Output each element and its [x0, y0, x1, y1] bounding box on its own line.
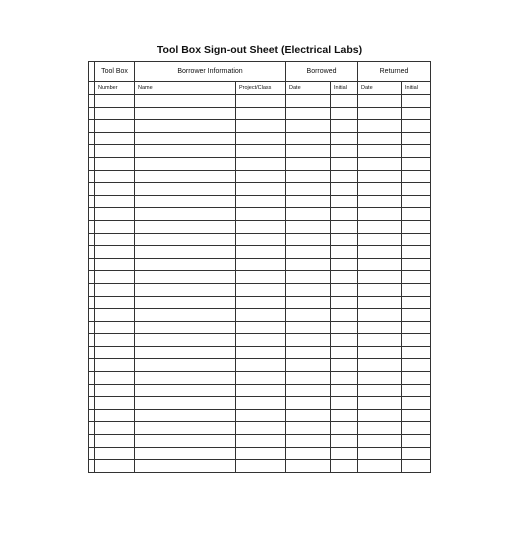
name-cell[interactable] [135, 359, 236, 372]
borrowed-date-cell[interactable] [286, 372, 331, 385]
borrowed-date-cell[interactable] [286, 246, 331, 259]
number-cell[interactable] [95, 120, 135, 133]
name-cell[interactable] [135, 233, 236, 246]
number-cell[interactable] [95, 170, 135, 183]
project-class-cell[interactable] [236, 271, 286, 284]
number-cell[interactable] [95, 95, 135, 108]
returned-initial-cell[interactable] [402, 246, 431, 259]
number-cell[interactable] [95, 246, 135, 259]
project-class-cell[interactable] [236, 208, 286, 221]
number-column-header: Number [95, 82, 135, 95]
number-cell[interactable] [95, 107, 135, 120]
table-row [89, 397, 431, 410]
borrowed-date-cell[interactable] [286, 195, 331, 208]
returned-date-cell[interactable] [358, 460, 402, 473]
table-row [89, 359, 431, 372]
name-cell[interactable] [135, 296, 236, 309]
number-cell[interactable] [95, 346, 135, 359]
number-cell[interactable] [95, 334, 135, 347]
number-cell[interactable] [95, 321, 135, 334]
number-cell[interactable] [95, 195, 135, 208]
returned-date-cell[interactable] [358, 157, 402, 170]
borrowed-initial-cell[interactable] [331, 359, 358, 372]
borrowed-initial-cell[interactable] [331, 409, 358, 422]
borrowed-date-cell[interactable] [286, 183, 331, 196]
borrowed-date-cell[interactable] [286, 170, 331, 183]
name-cell[interactable] [135, 346, 236, 359]
borrowed-initial-cell[interactable] [331, 157, 358, 170]
table-row [89, 435, 431, 448]
borrowed-date-cell[interactable] [286, 435, 331, 448]
number-cell[interactable] [95, 384, 135, 397]
returned-date-cell[interactable] [358, 397, 402, 410]
returned-header: Returned [358, 62, 431, 82]
name-cell[interactable] [135, 334, 236, 347]
returned-initial-column-header: Initial [402, 82, 431, 95]
returned-initial-cell[interactable] [402, 195, 431, 208]
project-class-cell[interactable] [236, 384, 286, 397]
column-header-row [89, 82, 431, 95]
name-cell[interactable] [135, 258, 236, 271]
sign-out-table [88, 61, 431, 473]
name-cell[interactable] [135, 422, 236, 435]
sheet-title: Tool Box Sign-out Sheet (Electrical Labs) [156, 44, 363, 56]
table-row [89, 145, 431, 158]
returned-date-cell[interactable] [358, 283, 402, 296]
returned-initial-cell[interactable] [402, 296, 431, 309]
name-cell[interactable] [135, 145, 236, 158]
returned-initial-cell[interactable] [402, 346, 431, 359]
borrowed-date-cell[interactable] [286, 120, 331, 133]
borrowed-initial-cell[interactable] [331, 460, 358, 473]
name-cell[interactable] [135, 183, 236, 196]
table-row [89, 372, 431, 385]
number-cell[interactable] [95, 145, 135, 158]
number-cell[interactable] [95, 157, 135, 170]
table-row [89, 346, 431, 359]
table-row [89, 422, 431, 435]
project-class-cell[interactable] [236, 283, 286, 296]
returned-initial-cell[interactable] [402, 95, 431, 108]
borrowed-initial-cell[interactable] [331, 258, 358, 271]
borrowed-initial-cell[interactable] [331, 321, 358, 334]
number-cell[interactable] [95, 132, 135, 145]
borrowed-date-cell[interactable] [286, 384, 331, 397]
returned-initial-cell[interactable] [402, 321, 431, 334]
returned-date-cell[interactable] [358, 183, 402, 196]
returned-date-cell[interactable] [358, 95, 402, 108]
table-row [89, 157, 431, 170]
project-class-cell[interactable] [236, 409, 286, 422]
returned-date-cell[interactable] [358, 233, 402, 246]
table-row [89, 195, 431, 208]
borrowed-initial-cell[interactable] [331, 233, 358, 246]
table-row [89, 183, 431, 196]
number-cell[interactable] [95, 220, 135, 233]
borrowed-date-cell[interactable] [286, 460, 331, 473]
name-cell[interactable] [135, 460, 236, 473]
name-cell[interactable] [135, 132, 236, 145]
project-class-cell[interactable] [236, 309, 286, 322]
table-row [89, 107, 431, 120]
borrowed-date-cell[interactable] [286, 271, 331, 284]
borrowed-initial-cell[interactable] [331, 95, 358, 108]
table-row [89, 460, 431, 473]
borrowed-date-cell[interactable] [286, 258, 331, 271]
table-row [89, 246, 431, 259]
borrowed-date-cell[interactable] [286, 296, 331, 309]
borrowed-date-column-header: Date [286, 82, 331, 95]
project-class-cell[interactable] [236, 233, 286, 246]
returned-initial-cell[interactable] [402, 170, 431, 183]
borrowed-date-cell[interactable] [286, 447, 331, 460]
returned-date-cell[interactable] [358, 346, 402, 359]
returned-date-cell[interactable] [358, 384, 402, 397]
number-cell[interactable] [95, 422, 135, 435]
number-cell[interactable] [95, 208, 135, 221]
borrowed-initial-cell[interactable] [331, 107, 358, 120]
returned-date-cell[interactable] [358, 258, 402, 271]
borrowed-initial-cell[interactable] [331, 372, 358, 385]
borrowed-initial-cell[interactable] [331, 397, 358, 410]
name-cell[interactable] [135, 120, 236, 133]
borrowed-date-cell[interactable] [286, 321, 331, 334]
number-cell[interactable] [95, 183, 135, 196]
name-cell[interactable] [135, 271, 236, 284]
borrowed-initial-cell[interactable] [331, 132, 358, 145]
project-class-cell[interactable] [236, 95, 286, 108]
returned-initial-cell[interactable] [402, 107, 431, 120]
borrowed-date-cell[interactable] [286, 157, 331, 170]
number-cell[interactable] [95, 258, 135, 271]
table-row [89, 233, 431, 246]
borrowed-initial-cell[interactable] [331, 346, 358, 359]
table-row [89, 409, 431, 422]
borrowed-initial-cell[interactable] [331, 283, 358, 296]
returned-date-cell[interactable] [358, 195, 402, 208]
returned-initial-cell[interactable] [402, 258, 431, 271]
name-cell[interactable] [135, 107, 236, 120]
table-body [89, 95, 431, 473]
returned-date-cell[interactable] [358, 359, 402, 372]
project-class-cell[interactable] [236, 246, 286, 259]
name-cell[interactable] [135, 409, 236, 422]
number-cell[interactable] [95, 233, 135, 246]
returned-date-cell[interactable] [358, 271, 402, 284]
returned-initial-cell[interactable] [402, 233, 431, 246]
borrowed-initial-cell[interactable] [331, 309, 358, 322]
project-class-cell[interactable] [236, 296, 286, 309]
borrower-info-header: Borrower Information [135, 62, 286, 82]
returned-date-cell[interactable] [358, 208, 402, 221]
returned-date-cell[interactable] [358, 422, 402, 435]
returned-date-cell[interactable] [358, 296, 402, 309]
returned-initial-cell[interactable] [402, 183, 431, 196]
returned-date-cell[interactable] [358, 170, 402, 183]
table-row [89, 384, 431, 397]
project-class-cell[interactable] [236, 372, 286, 385]
name-cell[interactable] [135, 220, 236, 233]
borrowed-initial-cell[interactable] [331, 296, 358, 309]
toolbox-header: Tool Box [95, 62, 135, 82]
returned-initial-cell[interactable] [402, 359, 431, 372]
returned-date-cell[interactable] [358, 246, 402, 259]
borrowed-date-cell[interactable] [286, 283, 331, 296]
name-cell[interactable] [135, 321, 236, 334]
project-class-cell[interactable] [236, 334, 286, 347]
borrowed-initial-cell[interactable] [331, 145, 358, 158]
returned-initial-cell[interactable] [402, 334, 431, 347]
returned-initial-cell[interactable] [402, 120, 431, 133]
number-cell[interactable] [95, 447, 135, 460]
returned-date-cell[interactable] [358, 145, 402, 158]
borrowed-initial-cell[interactable] [331, 422, 358, 435]
number-cell[interactable] [95, 296, 135, 309]
project-class-column-header: Project/Class [236, 82, 286, 95]
borrowed-initial-cell[interactable] [331, 384, 358, 397]
project-class-cell[interactable] [236, 107, 286, 120]
number-cell[interactable] [95, 397, 135, 410]
number-cell[interactable] [95, 283, 135, 296]
returned-date-cell[interactable] [358, 120, 402, 133]
name-cell[interactable] [135, 157, 236, 170]
table-row [89, 334, 431, 347]
borrowed-initial-cell[interactable] [331, 208, 358, 221]
table-row [89, 208, 431, 221]
number-cell[interactable] [95, 409, 135, 422]
name-cell[interactable] [135, 170, 236, 183]
number-cell[interactable] [95, 359, 135, 372]
returned-initial-cell[interactable] [402, 372, 431, 385]
returned-date-cell[interactable] [358, 409, 402, 422]
borrowed-initial-cell[interactable] [331, 120, 358, 133]
name-cell[interactable] [135, 309, 236, 322]
returned-initial-cell[interactable] [402, 460, 431, 473]
borrowed-header: Borrowed [286, 62, 358, 82]
project-class-cell[interactable] [236, 145, 286, 158]
returned-initial-cell[interactable] [402, 208, 431, 221]
table-row [89, 95, 431, 108]
borrowed-date-cell[interactable] [286, 95, 331, 108]
returned-initial-cell[interactable] [402, 145, 431, 158]
project-class-cell[interactable] [236, 132, 286, 145]
number-cell[interactable] [95, 309, 135, 322]
returned-initial-cell[interactable] [402, 283, 431, 296]
number-cell[interactable] [95, 271, 135, 284]
name-column-header: Name [135, 82, 236, 95]
table-row [89, 447, 431, 460]
borrowed-date-cell[interactable] [286, 334, 331, 347]
project-class-cell[interactable] [236, 435, 286, 448]
project-class-cell[interactable] [236, 258, 286, 271]
returned-initial-cell[interactable] [402, 397, 431, 410]
table-row [89, 283, 431, 296]
borrowed-date-cell[interactable] [286, 145, 331, 158]
returned-initial-cell[interactable] [402, 132, 431, 145]
table-row [89, 170, 431, 183]
name-cell[interactable] [135, 384, 236, 397]
table-row [89, 220, 431, 233]
name-cell[interactable] [135, 246, 236, 259]
borrowed-initial-cell[interactable] [331, 435, 358, 448]
name-cell[interactable] [135, 372, 236, 385]
returned-date-cell[interactable] [358, 309, 402, 322]
returned-initial-cell[interactable] [402, 409, 431, 422]
project-class-cell[interactable] [236, 346, 286, 359]
project-class-cell[interactable] [236, 183, 286, 196]
project-class-cell[interactable] [236, 397, 286, 410]
name-cell[interactable] [135, 447, 236, 460]
name-cell[interactable] [135, 283, 236, 296]
project-class-cell[interactable] [236, 359, 286, 372]
returned-date-cell[interactable] [358, 334, 402, 347]
borrowed-date-cell[interactable] [286, 346, 331, 359]
borrowed-date-cell[interactable] [286, 422, 331, 435]
name-cell[interactable] [135, 397, 236, 410]
table-row [89, 309, 431, 322]
returned-initial-cell[interactable] [402, 220, 431, 233]
borrowed-initial-cell[interactable] [331, 170, 358, 183]
returned-date-cell[interactable] [358, 107, 402, 120]
borrowed-date-cell[interactable] [286, 132, 331, 145]
returned-date-cell[interactable] [358, 220, 402, 233]
returned-initial-cell[interactable] [402, 422, 431, 435]
table-row [89, 120, 431, 133]
returned-initial-cell[interactable] [402, 309, 431, 322]
project-class-cell[interactable] [236, 321, 286, 334]
borrowed-initial-column-header: Initial [331, 82, 358, 95]
borrowed-initial-cell[interactable] [331, 195, 358, 208]
returned-date-cell[interactable] [358, 321, 402, 334]
group-header-row [89, 62, 431, 82]
project-class-cell[interactable] [236, 220, 286, 233]
returned-initial-cell[interactable] [402, 271, 431, 284]
returned-date-cell[interactable] [358, 435, 402, 448]
project-class-cell[interactable] [236, 170, 286, 183]
returned-date-column-header: Date [358, 82, 402, 95]
table-row [89, 132, 431, 145]
returned-date-cell[interactable] [358, 132, 402, 145]
table-row [89, 271, 431, 284]
name-cell[interactable] [135, 195, 236, 208]
returned-initial-cell[interactable] [402, 435, 431, 448]
returned-initial-cell[interactable] [402, 447, 431, 460]
name-cell[interactable] [135, 95, 236, 108]
borrowed-initial-cell[interactable] [331, 447, 358, 460]
name-cell[interactable] [135, 435, 236, 448]
project-class-cell[interactable] [236, 460, 286, 473]
borrowed-date-cell[interactable] [286, 409, 331, 422]
table-row [89, 321, 431, 334]
returned-date-cell[interactable] [358, 447, 402, 460]
borrowed-initial-cell[interactable] [331, 271, 358, 284]
borrowed-date-cell[interactable] [286, 359, 331, 372]
project-class-cell[interactable] [236, 447, 286, 460]
borrowed-date-cell[interactable] [286, 309, 331, 322]
returned-initial-cell[interactable] [402, 157, 431, 170]
borrowed-date-cell[interactable] [286, 208, 331, 221]
table-row [89, 296, 431, 309]
borrowed-date-cell[interactable] [286, 233, 331, 246]
borrowed-initial-cell[interactable] [331, 183, 358, 196]
borrowed-initial-cell[interactable] [331, 246, 358, 259]
project-class-cell[interactable] [236, 120, 286, 133]
borrowed-date-cell[interactable] [286, 397, 331, 410]
number-cell[interactable] [95, 372, 135, 385]
project-class-cell[interactable] [236, 157, 286, 170]
borrowed-date-cell[interactable] [286, 107, 331, 120]
project-class-cell[interactable] [236, 422, 286, 435]
returned-date-cell[interactable] [358, 372, 402, 385]
number-cell[interactable] [95, 460, 135, 473]
borrowed-date-cell[interactable] [286, 220, 331, 233]
project-class-cell[interactable] [236, 195, 286, 208]
borrowed-initial-cell[interactable] [331, 220, 358, 233]
number-cell[interactable] [95, 435, 135, 448]
returned-initial-cell[interactable] [402, 384, 431, 397]
borrowed-initial-cell[interactable] [331, 334, 358, 347]
name-cell[interactable] [135, 208, 236, 221]
table-row [89, 258, 431, 271]
